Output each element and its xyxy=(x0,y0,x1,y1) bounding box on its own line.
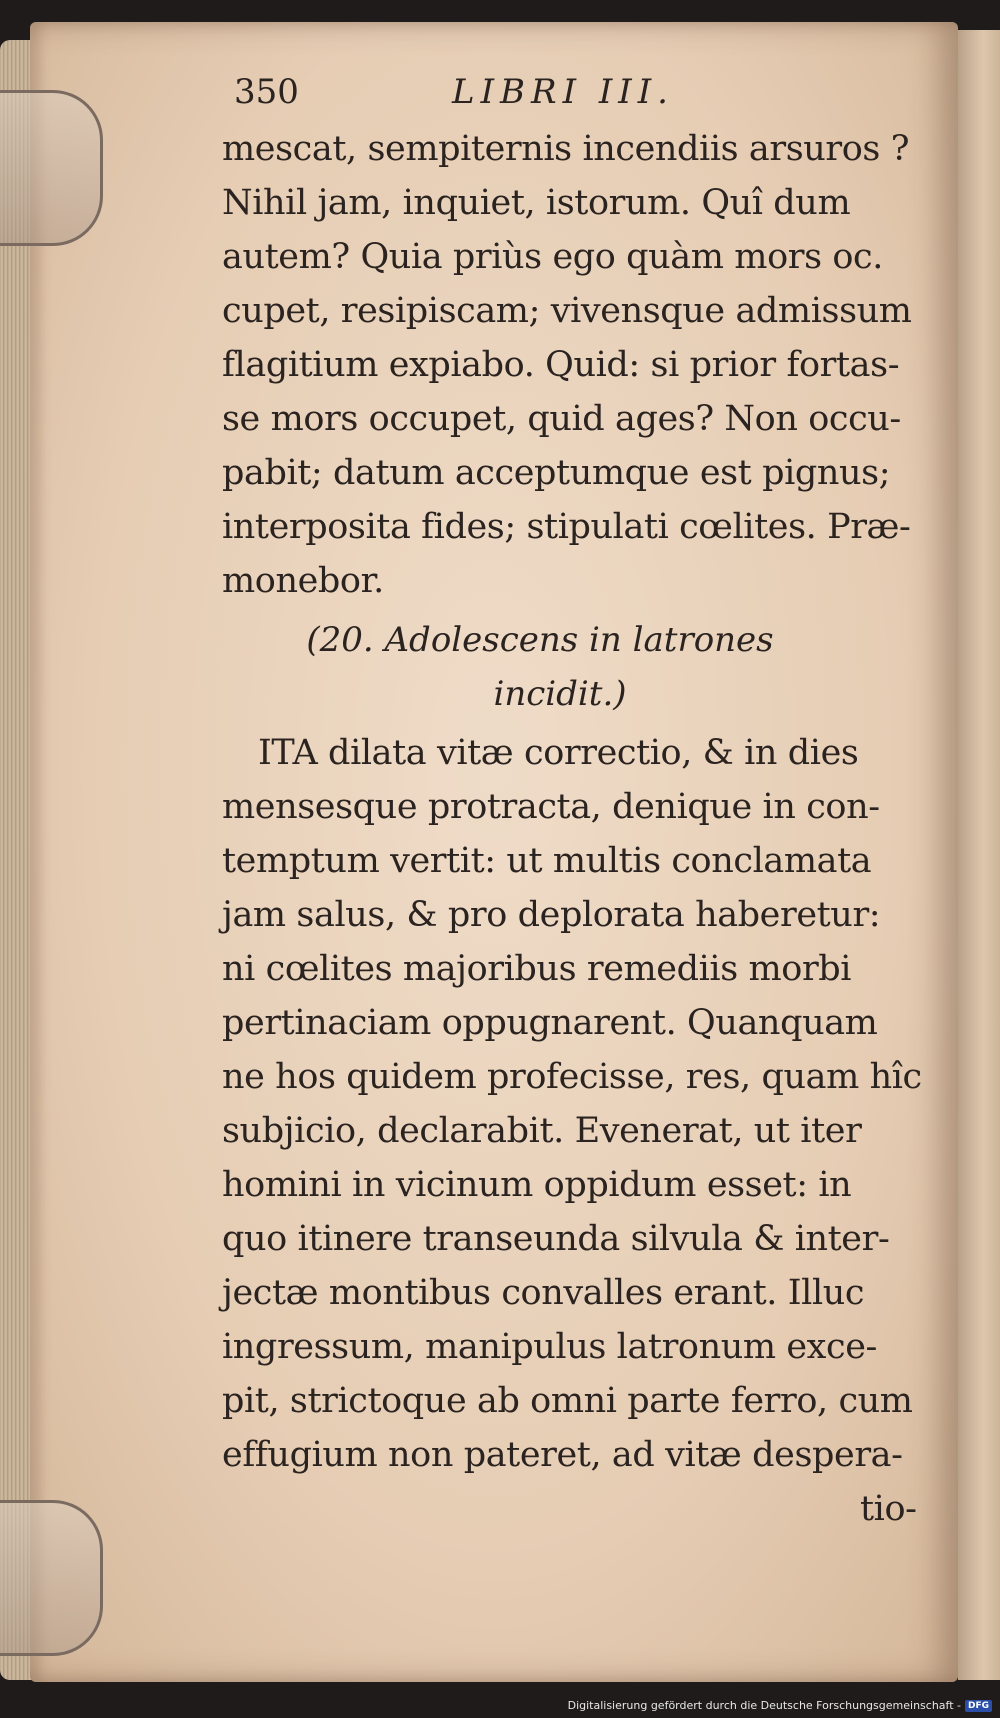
clasp-top xyxy=(0,90,103,246)
running-head: LIBRI III. xyxy=(452,72,674,112)
text-line: effugium non pateret, ad vitæ despera- xyxy=(222,1435,903,1475)
text-line: pabit; datum acceptumque est pignus; xyxy=(222,453,891,493)
text-line: flagitium expiabo. Quid: si prior fortas- xyxy=(222,345,900,385)
text-line: ITA dilata vitæ correctio, & in dies xyxy=(258,733,859,773)
text-line: cupet, resipiscam; vivensque admissum xyxy=(222,291,912,331)
text-line: interposita fides; stipulati cœlites. Præ- xyxy=(222,507,911,547)
text-line: ne hos quidem profecisse, res, quam hîc xyxy=(222,1057,922,1097)
text-line: temptum vertit: ut multis conclamata xyxy=(222,841,872,881)
text-line: Nihil jam, inquiet, istorum. Quî dum xyxy=(222,183,851,223)
text-line: pit, strictoque ab omni parte ferro, cum xyxy=(222,1381,913,1421)
text-line: ingressum, manipulus latronum exce- xyxy=(222,1327,877,1367)
digitization-footer xyxy=(568,1699,992,1712)
footer-text: Digitalisierung gefördert durch die Deutsche Forschungsgemeinschaft - xyxy=(567,1699,961,1712)
dfg-logo: DFG xyxy=(965,1700,992,1712)
text-line: subjicio, declarabit. Evenerat, ut iter xyxy=(222,1111,862,1151)
text-line: pertinaciam oppugnarent. Quanquam xyxy=(222,1003,878,1043)
text-line: ni cœlites majoribus remediis morbi xyxy=(222,949,852,989)
section-heading: (20. Adolescens in latrones xyxy=(306,620,774,660)
facing-page-edge xyxy=(958,30,1000,1680)
text-line: jam salus, & pro deplorata haberetur: xyxy=(222,895,881,935)
page-header xyxy=(222,72,942,122)
catchword: tio- xyxy=(860,1489,917,1529)
text-line: se mors occupet, quid ages? Non occu- xyxy=(222,399,901,439)
text-line: monebor. xyxy=(222,561,384,601)
text-line: quo itinere transeunda silvula & inter- xyxy=(222,1219,890,1259)
page-number: 350 xyxy=(234,72,299,112)
text-line: mescat, sempiternis incendiis arsuros ? xyxy=(222,129,910,169)
text-line: mensesque protracta, denique in con- xyxy=(222,787,880,827)
clasp-bottom xyxy=(0,1500,103,1656)
text-line: jectæ montibus convalles erant. Illuc xyxy=(222,1273,865,1313)
text-line: homini in vicinum oppidum esset: in xyxy=(222,1165,852,1205)
section-heading-continued: incidit.) xyxy=(493,674,627,714)
text-line: autem? Quia priùs ego quàm mors oc. xyxy=(222,237,883,277)
